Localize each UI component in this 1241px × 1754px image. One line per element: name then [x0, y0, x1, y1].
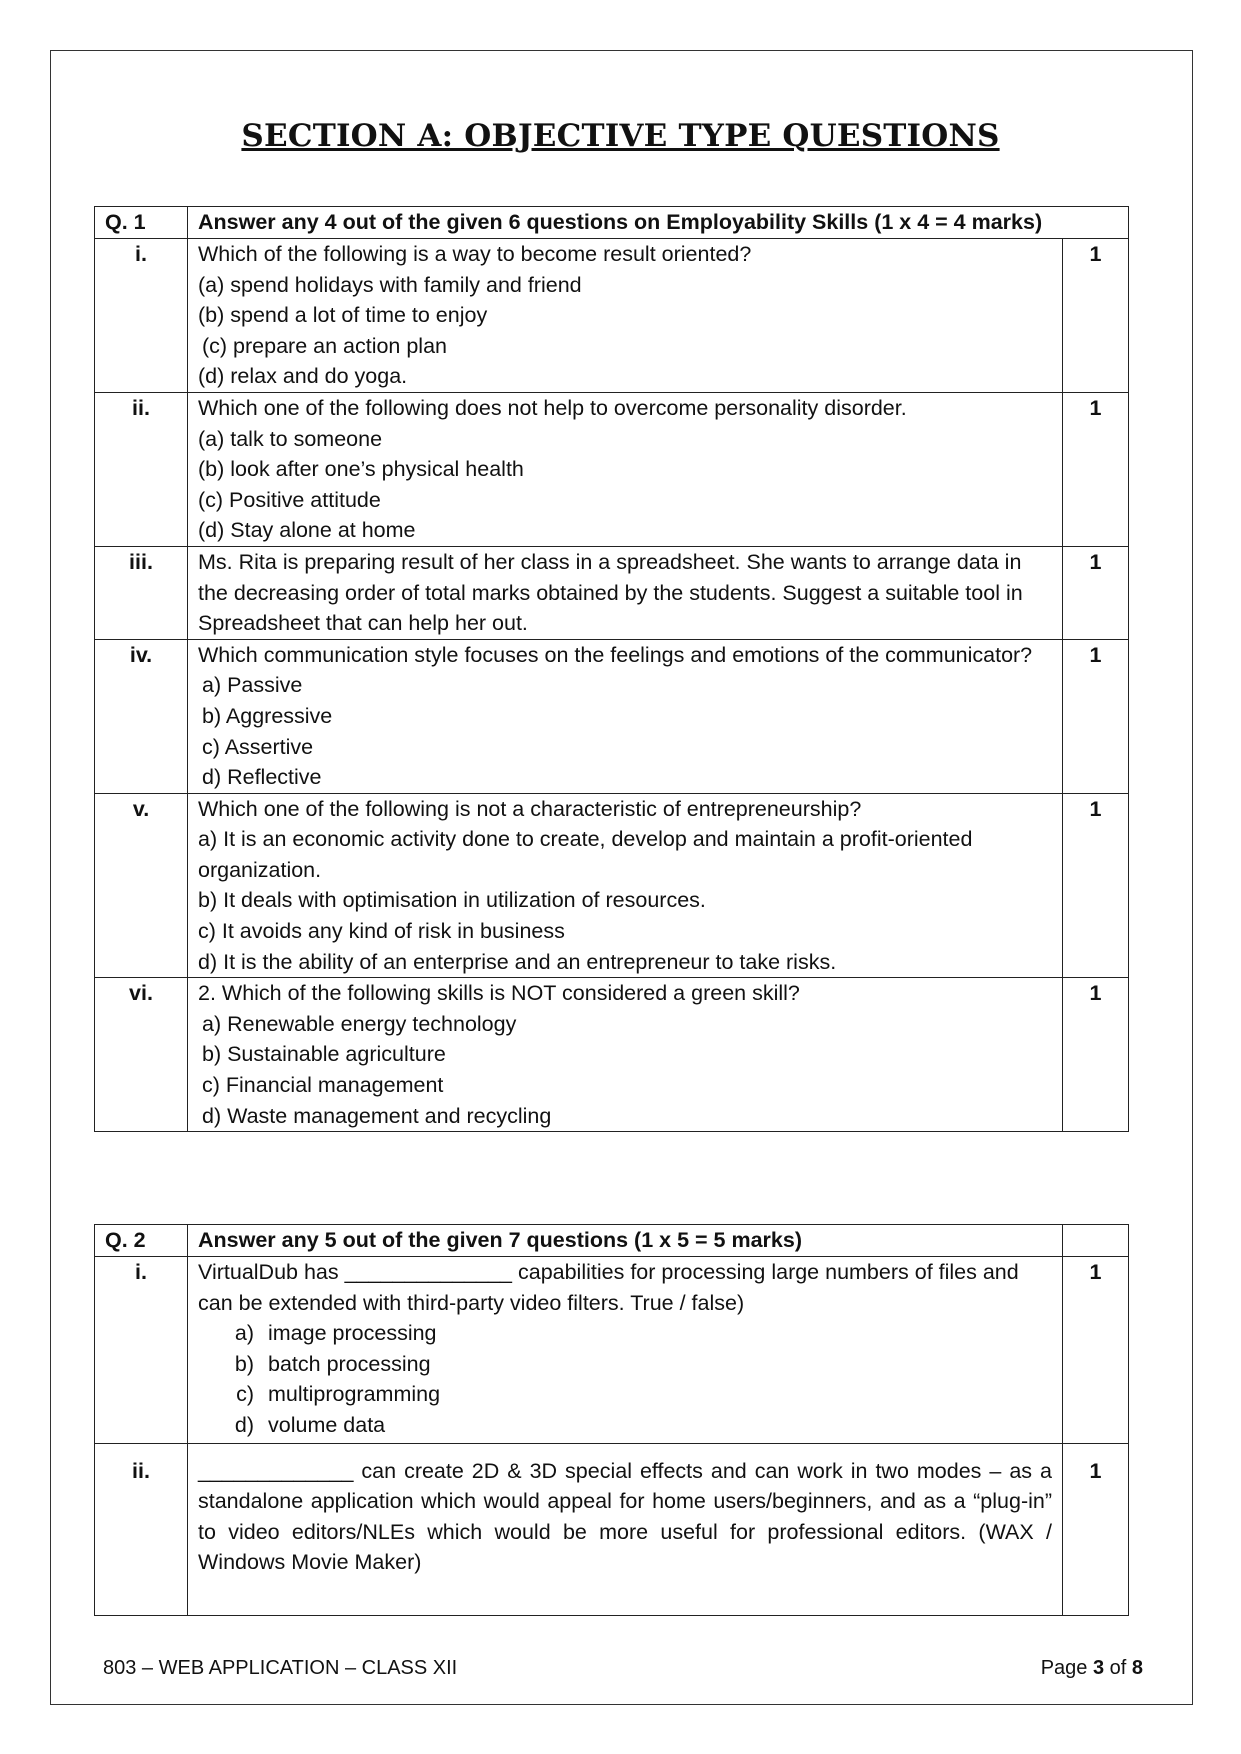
question-text: Which one of the following is not a characteristic of entrepreneurship? [198, 796, 862, 821]
option: c) It avoids any kind of risk in business [198, 919, 565, 944]
option: (a) talk to someone [198, 426, 383, 451]
question-row [95, 639, 1129, 793]
marks: 1 [1063, 978, 1129, 1132]
list-option [198, 1410, 1052, 1441]
question-body [188, 1257, 1063, 1444]
page-of: of [1104, 1657, 1132, 1679]
option: (c) prepare an action plan [202, 333, 448, 358]
question-body [188, 978, 1063, 1132]
question-row [95, 793, 1129, 978]
question-text: _____________ can create 2D & 3D special effects and can work in two modes – as a standalone application which would appeal for home users/beginners, and as a “plug-in” to video editors/NLEs which would be more useful for professional editors. (WAX / Windows Movie Maker) [188, 1443, 1063, 1615]
marks: 1 [1063, 239, 1129, 393]
question-number: iv. [95, 639, 188, 793]
option: b) It deals with optimisation in utilization of resources. [198, 888, 706, 913]
option: d) Waste management and recycling [202, 1103, 552, 1128]
option: a) Renewable energy technology [202, 1011, 517, 1036]
option: (a) spend holidays with family and friend [198, 272, 582, 297]
option-letter: c) [236, 1382, 254, 1407]
question-number: iii. [95, 546, 188, 639]
question-row [95, 978, 1129, 1132]
option: a) It is an economic activity done to create, develop and maintain a profit-oriented organization. [198, 827, 973, 882]
page-current: 3 [1092, 1657, 1105, 1679]
option-letter: a) [234, 1321, 254, 1346]
question-number: vi. [95, 978, 188, 1132]
marks: 1 [1063, 546, 1129, 639]
list-option [198, 1379, 1052, 1410]
question-number: i. [95, 239, 188, 393]
question-body [188, 546, 1063, 639]
section-title: SECTION A: OBJECTIVE TYPE QUESTIONS [241, 118, 1000, 154]
option-text: image processing [268, 1321, 437, 1346]
option: c) Assertive [202, 734, 314, 759]
question-body [188, 239, 1063, 393]
option: (c) Positive attitude [198, 487, 381, 512]
marks: 1 [1063, 1257, 1129, 1444]
question-body [188, 793, 1063, 978]
marks-blank [1063, 1225, 1129, 1257]
question-text: Which communication style focuses on the feelings and emotions of the communicator? [198, 642, 1033, 667]
q2-header-row [95, 1225, 1129, 1257]
question-text: Ms. Rita is preparing result of her class in a spreadsheet. She wants to arrange data in the decreasing order of total marks obtained by the students. Suggest a suitable tool in Spreadsheet that can help her out. [198, 549, 1023, 636]
question-text: Which one of the following does not help to overcome personality disorder. [198, 395, 907, 420]
question-row [95, 546, 1129, 639]
list-option [198, 1318, 1052, 1349]
question-row [95, 1257, 1129, 1444]
question-number: v. [95, 793, 188, 978]
page-total: 8 [1131, 1657, 1143, 1679]
option: b) Sustainable agriculture [202, 1042, 446, 1067]
option: (d) relax and do yoga. [198, 364, 408, 389]
page-prefix: Page [1040, 1657, 1093, 1679]
question-body [188, 639, 1063, 793]
option: d) It is the ability of an enterprise and an entrepreneur to take risks. [198, 949, 837, 974]
option: a) Passive [202, 673, 303, 698]
q1-header-row [95, 207, 1129, 239]
question-number: i. [95, 1257, 188, 1444]
q2-number: Q. 2 [95, 1225, 188, 1257]
footer-page-number [1041, 1657, 1143, 1680]
option-letter: b) [234, 1351, 254, 1376]
marks: 1 [1063, 639, 1129, 793]
marks: 1 [1063, 1443, 1129, 1615]
question-number: ii. [95, 392, 188, 546]
option: c) Financial management [202, 1073, 444, 1098]
option: (b) spend a lot of time to enjoy [198, 303, 488, 328]
list-option [198, 1349, 1052, 1380]
option-text: multiprogramming [268, 1382, 441, 1407]
option-text: volume data [268, 1412, 386, 1437]
question-row [95, 239, 1129, 393]
marks: 1 [1063, 793, 1129, 978]
option: (d) Stay alone at home [198, 518, 416, 543]
question-row [95, 392, 1129, 546]
q1-table [94, 206, 1129, 1132]
marks: 1 [1063, 392, 1129, 546]
option: b) Aggressive [202, 703, 333, 728]
question-text: Which of the following is a way to become result oriented? [198, 242, 752, 266]
q1-number: Q. 1 [95, 207, 188, 239]
footer-course: 803 – WEB APPLICATION – CLASS XII [103, 1657, 458, 1679]
question-row [95, 1443, 1129, 1615]
question-text: VirtualDub has ______________ capabilities for processing large numbers of files and can be extended with third-party video filters. True / false) [198, 1260, 1019, 1315]
option: d) Reflective [202, 765, 322, 790]
option: (b) look after one’s physical health [198, 457, 524, 482]
question-text: 2. Which of the following skills is NOT considered a green skill? [198, 981, 800, 1006]
q2-table [94, 1224, 1129, 1616]
q1-instruction: Answer any 4 out of the given 6 questions on Employability Skills (1 x 4 = 4 marks) [188, 207, 1129, 239]
option-text: batch processing [268, 1351, 431, 1376]
question-number: ii. [95, 1443, 188, 1615]
option-letter: d) [234, 1412, 254, 1437]
q2-instruction: Answer any 5 out of the given 7 questions (1 x 5 = 5 marks) [188, 1225, 1063, 1257]
question-body [188, 392, 1063, 546]
